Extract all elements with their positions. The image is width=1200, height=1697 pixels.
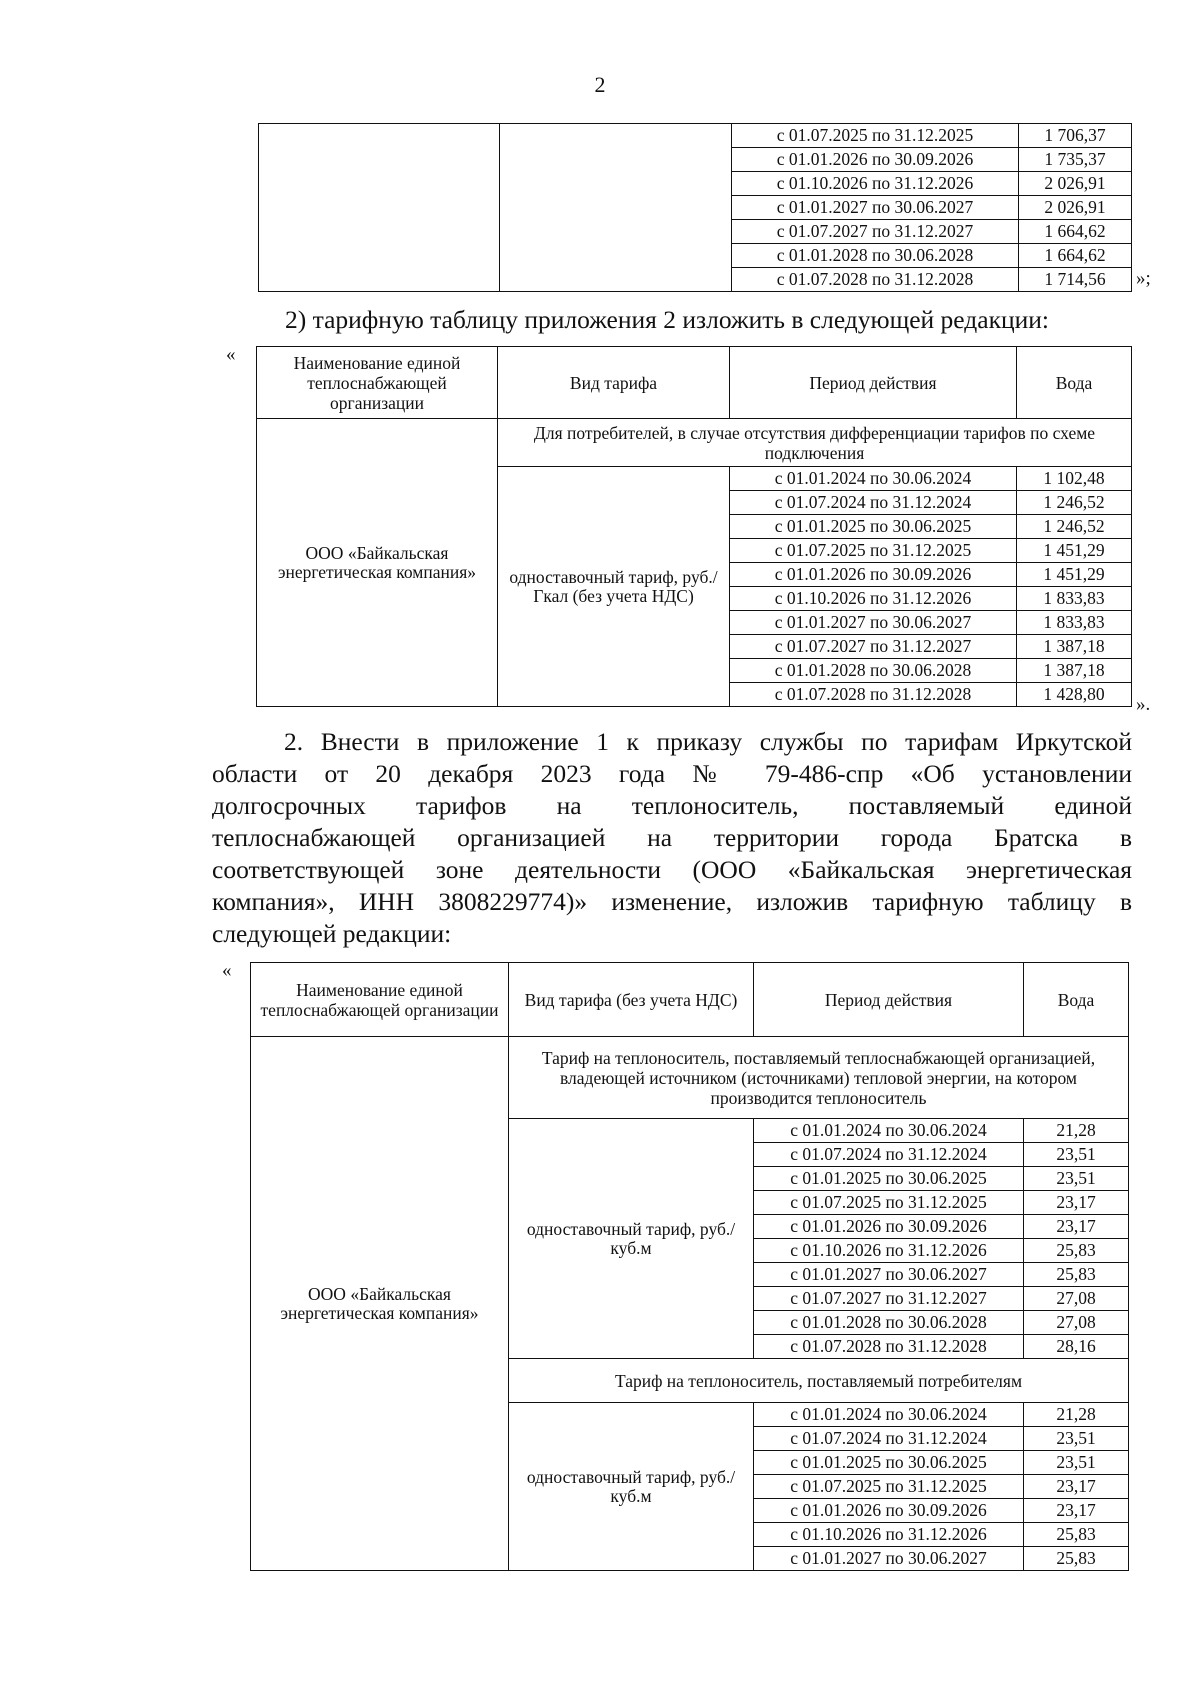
value-cell: 1 833,83 xyxy=(1017,611,1132,635)
paragraph-line: теплоснабжающей организацией на территории города Братска в xyxy=(212,823,1132,852)
period-cell: с 01.01.2024 по 30.06.2024 xyxy=(754,1119,1024,1143)
period-cell: с 01.07.2025 по 31.12.2025 xyxy=(754,1191,1024,1215)
paragraph-line: долгосрочных тарифов на теплоноситель, поставляемый единой xyxy=(212,791,1132,820)
table2-open-quote: « xyxy=(226,344,236,365)
period-cell: с 01.07.2024 по 31.12.2024 xyxy=(754,1427,1024,1451)
org-name-cell: ООО «Байкальская энергетическая компания» xyxy=(257,419,498,707)
value-cell: 25,83 xyxy=(1024,1239,1129,1263)
value-cell: 1 706,37 xyxy=(1019,124,1132,148)
value-cell: 1 387,18 xyxy=(1017,659,1132,683)
table-continuation xyxy=(258,123,1132,292)
header-org: Наименование единой теплоснабжающей организации xyxy=(257,347,498,419)
value-cell: 1 714,56 xyxy=(1019,268,1132,292)
paragraph-amendment xyxy=(212,726,1132,950)
period-cell: с 01.07.2027 по 31.12.2027 xyxy=(754,1287,1024,1311)
period-cell: с 01.01.2027 по 30.06.2027 xyxy=(732,196,1019,220)
value-cell: 1 664,62 xyxy=(1019,244,1132,268)
paragraph-line: соответствующей зоне деятельности (ООО «Байкальская энергетическая xyxy=(212,855,1132,884)
value-cell: 25,83 xyxy=(1024,1523,1129,1547)
period-cell: с 01.07.2024 по 31.12.2024 xyxy=(754,1143,1024,1167)
period-cell: с 01.01.2026 по 30.09.2026 xyxy=(754,1499,1024,1523)
header-period: Период действия xyxy=(754,963,1024,1037)
table-continuation-closing: »; xyxy=(1136,268,1151,289)
value-cell: 23,51 xyxy=(1024,1427,1129,1451)
value-cell: 21,28 xyxy=(1024,1403,1129,1427)
period-cell: с 01.01.2025 по 30.06.2025 xyxy=(754,1167,1024,1191)
period-cell: с 01.01.2026 по 30.09.2026 xyxy=(732,148,1019,172)
section-a-title: Тариф на теплоноситель, поставляемый теплоснабжающей организацией, владеющей источником (источниками) тепловой энергии, на котором производится теплоноситель xyxy=(509,1037,1129,1119)
period-cell: с 01.10.2026 по 31.12.2026 xyxy=(730,587,1017,611)
tariff-type-cell: одноставочный тариф, руб./куб.м xyxy=(509,1403,754,1571)
table-heat-tariff xyxy=(256,346,1132,707)
period-cell: с 01.01.2026 по 30.09.2026 xyxy=(754,1215,1024,1239)
value-cell: 27,08 xyxy=(1024,1311,1129,1335)
period-cell: с 01.01.2024 по 30.06.2024 xyxy=(754,1403,1024,1427)
period-cell: с 01.01.2028 по 30.06.2028 xyxy=(732,244,1019,268)
value-cell: 23,51 xyxy=(1024,1451,1129,1475)
value-cell: 23,17 xyxy=(1024,1475,1129,1499)
section-b-title: Тариф на теплоноситель, поставляемый потребителям xyxy=(509,1359,1129,1403)
value-cell: 1 387,18 xyxy=(1017,635,1132,659)
section-2-heading: 2) тарифную таблицу приложения 2 изложить в следующей редакции: xyxy=(285,305,1049,334)
header-org: Наименование единой теплоснабжающей организации xyxy=(251,963,509,1037)
paragraph-line: 2. Внести в приложение 1 к приказу службы по тарифам Иркутской xyxy=(284,727,1132,756)
value-cell: 1 246,52 xyxy=(1017,491,1132,515)
org-name-cell: ООО «Байкальская энергетическая компания» xyxy=(251,1037,509,1571)
value-cell: 23,17 xyxy=(1024,1215,1129,1239)
value-cell: 1 428,80 xyxy=(1017,683,1132,707)
empty-org-cell xyxy=(259,124,500,292)
value-cell: 2 026,91 xyxy=(1019,172,1132,196)
period-cell: с 01.07.2027 по 31.12.2027 xyxy=(732,220,1019,244)
value-cell: 23,51 xyxy=(1024,1167,1129,1191)
period-cell: с 01.07.2025 по 31.12.2025 xyxy=(730,539,1017,563)
value-cell: 25,83 xyxy=(1024,1263,1129,1287)
tariff-type-cell: одноставочный тариф, руб./куб.м xyxy=(509,1119,754,1359)
period-cell: с 01.01.2025 по 30.06.2025 xyxy=(730,515,1017,539)
value-cell: 2 026,91 xyxy=(1019,196,1132,220)
value-cell: 1 735,37 xyxy=(1019,148,1132,172)
period-cell: с 01.01.2028 по 30.06.2028 xyxy=(754,1311,1024,1335)
period-cell: с 01.01.2027 по 30.06.2027 xyxy=(754,1547,1024,1571)
period-cell: с 01.07.2028 по 31.12.2028 xyxy=(754,1335,1024,1359)
subheader-cell: Для потребителей, в случае отсутствия дифференциации тарифов по схеме подключения xyxy=(498,419,1132,467)
paragraph-line: области от 20 декабря 2023 года № 79-486-спр «Об установлении xyxy=(212,759,1132,788)
period-cell: с 01.07.2027 по 31.12.2027 xyxy=(730,635,1017,659)
period-cell: с 01.10.2026 по 31.12.2026 xyxy=(754,1239,1024,1263)
value-cell: 27,08 xyxy=(1024,1287,1129,1311)
table-row xyxy=(259,124,1132,148)
period-cell: с 01.01.2024 по 30.06.2024 xyxy=(730,467,1017,491)
header-period: Период действия xyxy=(730,347,1017,419)
value-cell: 23,17 xyxy=(1024,1191,1129,1215)
value-cell: 21,28 xyxy=(1024,1119,1129,1143)
value-cell: 23,17 xyxy=(1024,1499,1129,1523)
period-cell: с 01.07.2025 по 31.12.2025 xyxy=(732,124,1019,148)
period-cell: с 01.07.2028 по 31.12.2028 xyxy=(730,683,1017,707)
empty-tariff-cell xyxy=(500,124,732,292)
paragraph-line: следующей редакции: xyxy=(212,919,452,948)
table-coolant-tariff xyxy=(250,962,1129,1571)
value-cell: 1 102,48 xyxy=(1017,467,1132,491)
value-cell: 1 246,52 xyxy=(1017,515,1132,539)
table2-closing: ». xyxy=(1136,694,1151,715)
value-cell: 23,51 xyxy=(1024,1143,1129,1167)
header-value: Вода xyxy=(1024,963,1129,1037)
value-cell: 1 451,29 xyxy=(1017,539,1132,563)
value-cell: 1 833,83 xyxy=(1017,587,1132,611)
tariff-type-cell: одноставочный тариф, руб./Гкал (без учета НДС) xyxy=(498,467,730,707)
paragraph-line: компания», ИНН 3808229774)» изменение, изложив тарифную таблицу в xyxy=(212,887,1132,916)
period-cell: с 01.01.2028 по 30.06.2028 xyxy=(730,659,1017,683)
page-number: 2 xyxy=(594,72,606,97)
value-cell: 28,16 xyxy=(1024,1335,1129,1359)
period-cell: с 01.01.2026 по 30.09.2026 xyxy=(730,563,1017,587)
value-cell: 1 451,29 xyxy=(1017,563,1132,587)
table3-open-quote: « xyxy=(222,960,232,981)
header-tariff: Вид тарифа xyxy=(498,347,730,419)
period-cell: с 01.07.2025 по 31.12.2025 xyxy=(754,1475,1024,1499)
period-cell: с 01.07.2028 по 31.12.2028 xyxy=(732,268,1019,292)
value-cell: 1 664,62 xyxy=(1019,220,1132,244)
period-cell: с 01.10.2026 по 31.12.2026 xyxy=(732,172,1019,196)
header-value: Вода xyxy=(1017,347,1132,419)
period-cell: с 01.07.2024 по 31.12.2024 xyxy=(730,491,1017,515)
period-cell: с 01.10.2026 по 31.12.2026 xyxy=(754,1523,1024,1547)
period-cell: с 01.01.2025 по 30.06.2025 xyxy=(754,1451,1024,1475)
period-cell: с 01.01.2027 по 30.06.2027 xyxy=(754,1263,1024,1287)
value-cell: 25,83 xyxy=(1024,1547,1129,1571)
header-tariff: Вид тарифа (без учета НДС) xyxy=(509,963,754,1037)
period-cell: с 01.01.2027 по 30.06.2027 xyxy=(730,611,1017,635)
